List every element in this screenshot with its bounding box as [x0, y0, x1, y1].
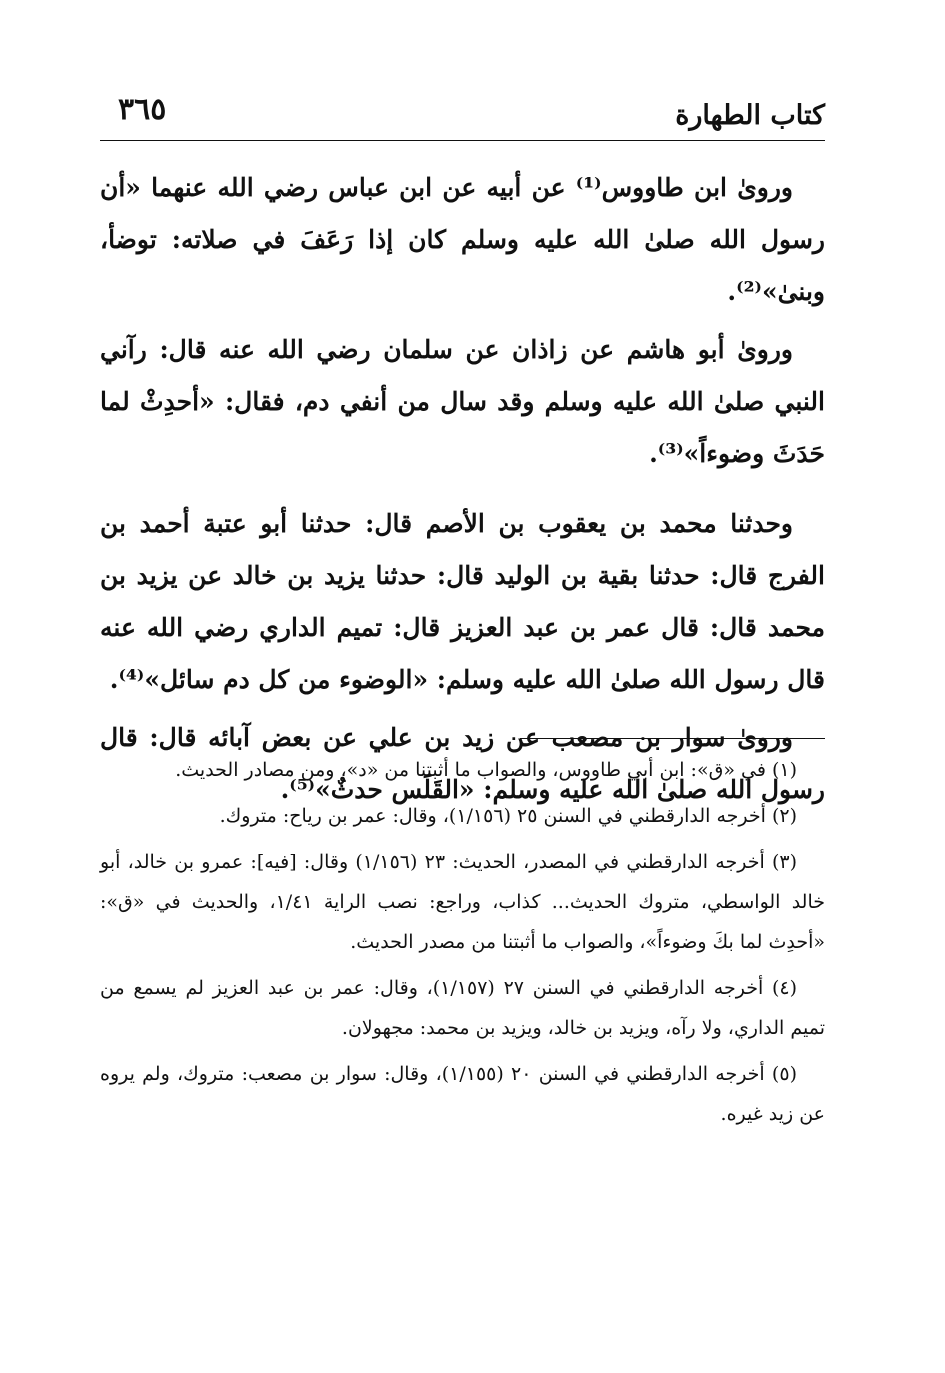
book-page — [100, 0, 825, 1373]
footnote-separator — [520, 738, 825, 739]
running-header — [100, 88, 825, 141]
footnotes — [100, 750, 825, 1140]
page-number: ٣٦٥ — [118, 92, 167, 127]
footnote-2: (٢) أخرجه الدارقطني في السنن ٢٥ (١/١٥٦)، وقال: عمر بن رياح: متروك. — [219, 805, 797, 827]
footnote-5: (٥) أخرجه الدارقطني في السنن ٢٠ (١/١٥٥)، وقال: سوار بن مصعب: متروك، ولم يروه عن زيد غيره. — [100, 1063, 825, 1125]
main-text — [100, 162, 825, 822]
paragraph-abu-hashim: وروىٰ أبو هاشم عن زاذان عن سلمان رضي الله عنه قال: رآني النبي صلىٰ الله عليه وسلم وقد سال من أنفي دم، فقال: «أحدِثْ لما حَدَثَ وضوءاً»⁽³⁾. — [100, 335, 825, 468]
paragraph-sawwar: وروىٰ سوار بن مصعب عن زيد بن علي عن بعض آبائه قال: قال رسول الله صلىٰ الله عليه وسلم: «القَلَس حدثٌ»⁽⁵⁾. — [100, 723, 825, 804]
footnote-3: (٣) أخرجه الدارقطني في المصدر، الحديث: ٢٣ (١/١٥٦) وقال: [فيه]: عمرو بن خالد، أبو خالد الواسطي، متروك الحديث... كذاب، وراجع: نصب الراية ١/٤١، والحديث في «ق»: «أحدِث لما بكَ وضوءاً»، والصواب ما أثبتنا من مصدر الحديث. — [100, 851, 825, 953]
running-title: كتاب الطهارة — [675, 100, 825, 131]
paragraph-muhammad-bin-yaqub: وحدثنا محمد بن يعقوب بن الأصم قال: حدثنا أبو عتبة أحمد بن الفرج قال: حدثنا بقية بن الوليد قال: حدثنا يزيد بن خالد عن يزيد بن محمد قال: قال عمر بن عبد العزيز قال: تميم الداري رضي الله عنه قال رسول الله صلىٰ الله عليه وسلم: «الوضوء من كل دم سائل»⁽⁴⁾. — [100, 509, 825, 694]
paragraph-ibn-tawus: وروىٰ ابن طاووس⁽¹⁾ عن أبيه عن ابن عباس رضي الله عنهما «أن رسول الله صلىٰ الله عليه وسلم كان إذا رَعَفَ في صلاته: توضأ، وبنىٰ»⁽²⁾. — [100, 173, 825, 306]
footnote-4: (٤) أخرجه الدارقطني في السنن ٢٧ (١/١٥٧)، وقال: عمر بن عبد العزيز لم يسمع من تميم الداري، ولا رآه، ويزيد بن خالد، ويزيد بن محمد: مجهولان. — [100, 977, 825, 1039]
footnote-1: (١) في «ق»: ابن أبي طاووس، والصواب ما أثبتنا من «د»، ومن مصادر الحديث. — [175, 759, 797, 781]
